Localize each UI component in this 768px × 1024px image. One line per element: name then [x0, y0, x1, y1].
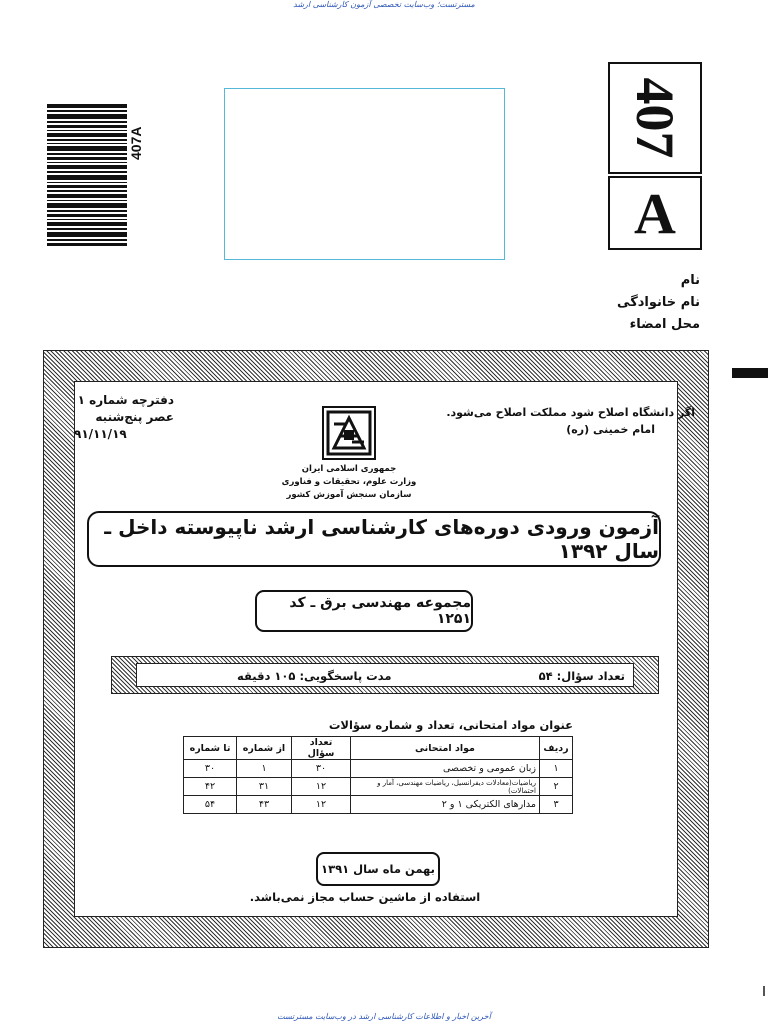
booklet-no: دفترچه شماره ۱ [77, 393, 174, 407]
cell-count: ۳۰ [292, 760, 351, 778]
subject-group-box [255, 590, 473, 632]
cell-subject: زبان عمومی و تخصصی [351, 760, 540, 778]
main-frame-inner [74, 381, 678, 917]
table-row [184, 778, 573, 796]
org-agency: سازمان سنجش آموزش کشور [286, 490, 412, 500]
side-tick [763, 986, 765, 996]
cell-to: ۴۲ [184, 778, 237, 796]
subjects-table [183, 736, 573, 814]
cell-row: ۲ [540, 778, 573, 796]
question-count: تعداد سؤال: ۵۴ [538, 669, 625, 683]
quote-author: امام خمینی (ره) [566, 423, 655, 436]
exam-info-band [111, 656, 659, 694]
top-watermark: مسترتست؛ وب‌سایت تخصصی آزمون کارشناسی ارشد [293, 0, 475, 9]
barcode-image [47, 104, 139, 246]
bottom-watermark: آخرین اخبار و اطلاعات کارشناسی ارشد در وب‌سایت مسترتست [277, 1012, 491, 1021]
organization-names [272, 463, 426, 502]
exam-title-box [87, 511, 661, 567]
cell-subject: مدارهای الکتریکی ۱ و ۲ [351, 796, 540, 814]
table-row [184, 760, 573, 778]
side-marker [732, 368, 768, 378]
table-row [184, 796, 573, 814]
exam-date-box [316, 852, 440, 886]
cell-subject: ریاضیات(معادلات دیفرانسیل، ریاضیات مهندسی، آمار و احتمالات) [351, 778, 540, 796]
answer-duration: مدت پاسخگویی: ۱۰۵ دقیقه [237, 669, 392, 683]
cell-count: ۱۲ [292, 778, 351, 796]
cell-row: ۳ [540, 796, 573, 814]
booklet-letter: A [634, 181, 676, 246]
subject-group: مجموعه مهندسی برق ـ کد ۱۲۵۱ [289, 595, 471, 627]
exam-info-inner [136, 663, 634, 687]
organization-logo [322, 406, 376, 460]
cell-from: ۴۳ [237, 796, 292, 814]
header-subject: مواد امتحانی [351, 737, 540, 760]
field-signature: محل امضاء [629, 317, 700, 332]
cell-from: ۳۱ [237, 778, 292, 796]
exam-day-date: ۹۱/۱۱/۱۹ [74, 427, 127, 441]
header-to: تا شماره [184, 737, 237, 760]
booklet-number: 407 [625, 77, 685, 159]
cell-count: ۱۲ [292, 796, 351, 814]
photo-box [224, 88, 505, 260]
exam-title: آزمون ورودی دوره‌های کارشناسی ارشد ناپیوسته داخل ـ سال ۱۳۹۲ [104, 515, 659, 563]
booklet-number-box [608, 62, 702, 174]
table-header-row [184, 737, 573, 760]
candidate-fields [617, 270, 700, 336]
quote [430, 404, 695, 438]
org-ministry: وزارت علوم، تحقیقات و فناوری [281, 477, 417, 487]
field-first-name: نام [680, 273, 700, 288]
subjects-table-title: عنوان مواد امتحانی، تعداد و شماره سؤالات [328, 718, 573, 732]
booklet-letter-box [608, 176, 702, 250]
org-country: جمهوری اسلامی ایران [301, 464, 397, 474]
header-row-number: ردیف [540, 737, 573, 760]
session: عصر پنج‌شنبه [95, 410, 174, 424]
quote-text: اگر دانشگاه اصلاح شود مملکت اصلاح می‌شود. [446, 406, 695, 419]
calculator-note: استفاده از ماشین حساب مجاز نمی‌باشد. [249, 890, 481, 904]
header-from: از شماره [237, 737, 292, 760]
field-last-name: نام خانوادگی [617, 295, 700, 310]
booklet-info [74, 392, 174, 443]
barcode-label: 407A [128, 126, 144, 160]
cell-to: ۵۴ [184, 796, 237, 814]
cell-to: ۳۰ [184, 760, 237, 778]
cell-from: ۱ [237, 760, 292, 778]
header-count: تعداد سؤال [292, 737, 351, 760]
cell-row: ۱ [540, 760, 573, 778]
exam-date: بهمن ماه سال ۱۳۹۱ [321, 862, 435, 876]
